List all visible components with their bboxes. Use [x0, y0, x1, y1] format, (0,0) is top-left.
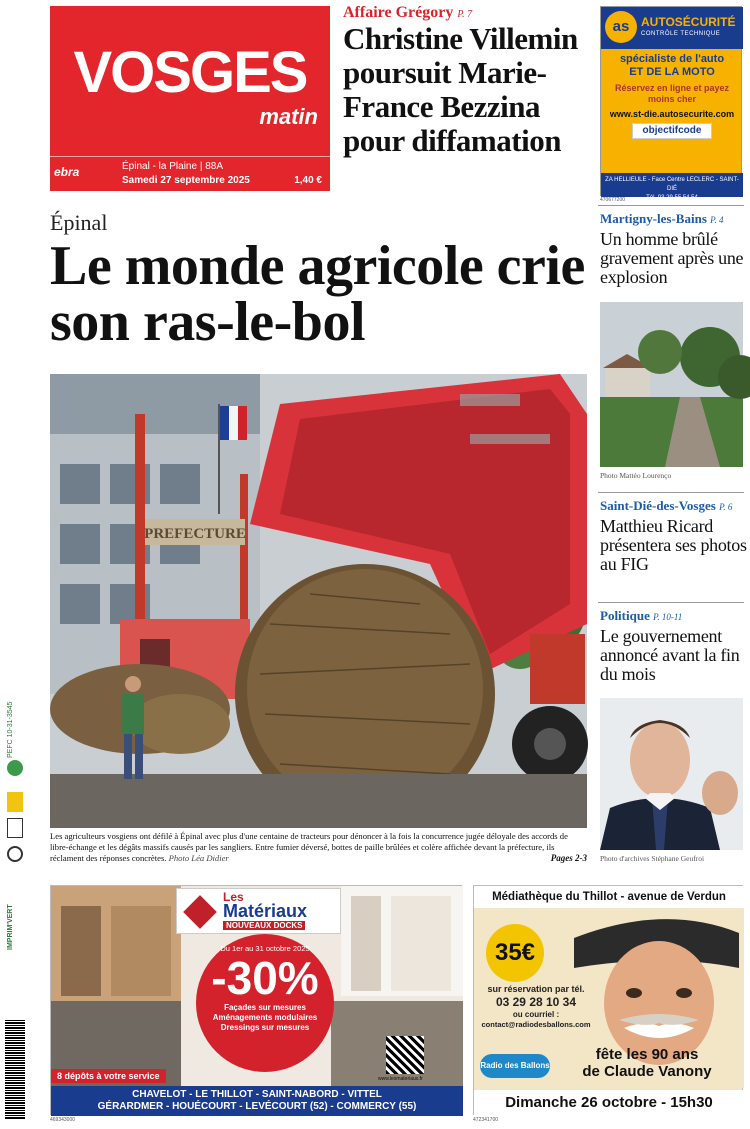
story1-photo-credit: Photo Mattéo Lourenço [600, 471, 672, 480]
ad-line-2: ET DE LA MOTO [629, 66, 715, 78]
materiaux-brand-2: Matériaux [223, 901, 308, 921]
ad-reference: 469343000 [50, 1117, 76, 1123]
masthead [50, 6, 330, 191]
price-badge: 35€ [486, 924, 544, 982]
divider [598, 602, 744, 603]
story1-page-ref: P. 4 [710, 215, 724, 225]
materiaux-website[interactable]: www.lesmateriaux.fr [378, 1076, 423, 1082]
ad-brand-sub: CONTRÔLE TECHNIQUE [641, 31, 721, 37]
ad-website: www.st-die.autosecurite.com [609, 109, 735, 119]
reservation-label: sur réservation par tél. [487, 984, 585, 994]
ad-claude-vanony[interactable] [473, 885, 743, 1115]
masthead-logo: VOSGES [73, 40, 307, 105]
story2-kicker-label: Saint-Dié-des-Vosges [600, 498, 716, 513]
story3-headline[interactable]: Le gouvernement annoncé avant la fin du mois [600, 626, 740, 684]
barcode [5, 1020, 25, 1120]
cities-line-2: GÉRARDMER - HOUÉCOURT - LEVÉCOURT (52) - COMMERCY (55) [97, 1101, 417, 1112]
qr-code[interactable] [386, 1036, 424, 1074]
masthead-info-strip [50, 156, 330, 191]
story2-page-ref: P. 6 [719, 502, 733, 512]
lead-kicker: Épinal [50, 210, 108, 235]
story1-headline[interactable]: Un homme brûlé gravement après une explosion [600, 229, 744, 287]
discount-line-1: Façades sur mesures [224, 1003, 306, 1012]
story3-photo-credit: Photo d'archives Stéphane Geufroi [600, 854, 705, 863]
event-line-1: fête les 90 ans [595, 1046, 699, 1063]
story1-kicker[interactable] [600, 211, 723, 227]
story1-photo-illustration [600, 302, 743, 467]
lead-photo[interactable] [50, 374, 587, 828]
autosecurite-logo-icon: as [605, 11, 637, 43]
materiaux-logo-icon [183, 895, 217, 929]
divider [598, 492, 744, 493]
ad-line-3: Réservez en ligne et payez moins cher [614, 83, 730, 104]
materiaux-logo [176, 888, 341, 934]
lead-headline[interactable]: Le monde agricole crie son ras-le-bol [50, 235, 585, 353]
teaser-kicker[interactable] [343, 4, 472, 22]
story3-page-ref: P. 10-11 [653, 612, 683, 622]
depots-banner: 8 dépôts à votre service [51, 1069, 166, 1083]
prefecture-sign: PREFECTURE [144, 526, 246, 542]
event-block [552, 1046, 742, 1080]
pefc-logo-icon [7, 760, 23, 776]
ad-materiaux[interactable] [50, 885, 462, 1115]
pefc-label: PEFC 10-31-3545 [7, 701, 14, 758]
issue-price: 1,40 € [294, 175, 322, 186]
teaser-kicker-label: Affaire Grégory [343, 4, 454, 21]
ad-reference: 470677200 [600, 197, 626, 203]
story2-kicker[interactable] [600, 498, 732, 514]
issue-date: Samedi 27 septembre 2025 [122, 175, 250, 186]
radio-logo: Radio des Ballons [480, 1054, 550, 1078]
recycle-logo-icon [7, 792, 23, 812]
objectifcode-badge: objectifcode [632, 123, 712, 139]
lead-pages-ref[interactable]: Pages 2-3 [550, 853, 587, 863]
story3-photo[interactable] [600, 698, 743, 850]
event-date: Dimanche 26 octobre - 15h30 [474, 1090, 744, 1116]
story3-kicker-label: Politique [600, 608, 650, 623]
reservation-email[interactable]: contact@radiodesballons.com [481, 1020, 591, 1029]
lead-caption-text: Les agriculteurs vosgiens ont défilé à Épinal avec plus d'une centaine de tracteurs pour dénoncer à la fois la concurrence jugée déloyale des accords de libre-échange et les dégâts massifs causés par les sangliers. Entre fumier déversé, bottes de paille brûlées et colère affichée devant la préfecture, ils réclament des réponses concrètes. [50, 831, 568, 863]
discount-value: -30% [211, 952, 319, 1004]
discount-line-3: Dressings sur mesures [220, 1023, 310, 1032]
materiaux-brand-1: Les [223, 890, 244, 904]
reservation-or-mail: ou courriel : [512, 1010, 560, 1019]
ad-body [601, 53, 743, 139]
teaser-headline[interactable]: Christine Villemin poursuit Marie-France Bezzina pour diffamation [343, 21, 578, 158]
lead-photo-illustration [50, 374, 587, 828]
discount-badge [196, 934, 334, 1072]
ad-address: ZA HELLIEULE - Face Centre LECLERC - SAINT-DIÉ [605, 177, 739, 192]
story3-kicker[interactable] [600, 608, 682, 624]
masthead-logo-sub: matin [259, 104, 318, 129]
story3-photo-illustration [600, 698, 743, 850]
cities-banner [51, 1086, 463, 1116]
materiaux-brand-3: NOUVEAUX DOCKS [223, 921, 305, 930]
ad-venue: Médiathèque du Thillot - avenue de Verdun [474, 886, 744, 908]
group-logo: ebra [54, 165, 80, 179]
edition-label: Épinal - la Plaine | 88A [122, 161, 223, 172]
left-margin-strip [0, 680, 30, 1125]
ad-reference: 472341700 [473, 1117, 499, 1123]
teaser-page-ref: P. 7 [457, 9, 473, 20]
info-tri-logo-icon [7, 846, 23, 862]
triman-logo-icon [7, 818, 23, 838]
reservation-phone[interactable]: 03 29 28 10 34 [495, 995, 577, 1009]
ad-line-1: spécialiste de l'auto [619, 53, 725, 65]
event-line-2: de Claude Vanony [582, 1063, 712, 1080]
ad-header [601, 7, 743, 49]
imprimvert-label: IMPRIM'VERT [7, 904, 14, 950]
ad-phone: Tél. 03 29 55 54 54 [646, 195, 698, 201]
discount-period: Du 1er au 31 octobre 2025 [220, 944, 310, 953]
divider [598, 205, 744, 206]
story1-photo[interactable] [600, 302, 743, 467]
cities-line-1: CHAVELOT - LE THILLOT - SAINT-NABORD - VITTEL [132, 1089, 382, 1100]
reservation-block [474, 984, 598, 1030]
lead-photo-credit: Photo Léa Didier [168, 853, 229, 863]
story1-kicker-label: Martigny-les-Bains [600, 211, 707, 226]
ad-brand: AUTOSÉCURITÉ [641, 15, 736, 29]
lead-caption [50, 831, 587, 864]
story2-headline[interactable]: Matthieu Ricard présentera ses photos au FIG [600, 516, 747, 574]
discount-line-2: Aménagements modulaires [212, 1013, 318, 1022]
